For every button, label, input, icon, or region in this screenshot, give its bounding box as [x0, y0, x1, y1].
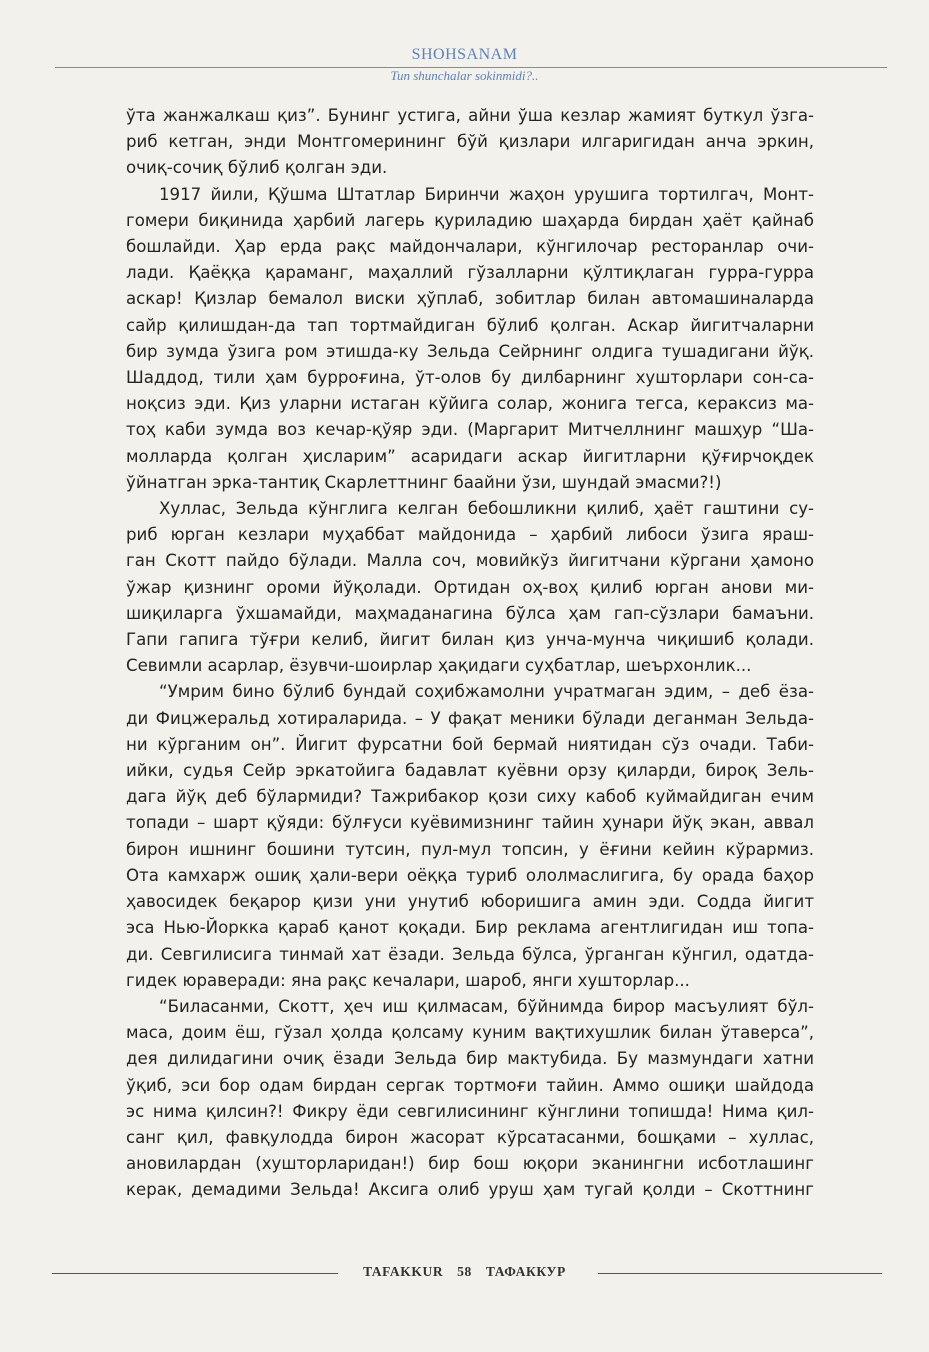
text-line: шиқиларга ўхшамайди, маҳмаданагина бўлса ҳам гап-сўзлари бамаъни.: [126, 603, 814, 623]
text-line: дея дилидагини очиқ ёзади Зельда бир мактубида. Бу мазмундаги хатни: [126, 1049, 814, 1069]
text-line: гомери биқинида ҳарбий лагерь қуриладию шаҳарда бирдан ҳаёт қайнаб: [126, 210, 814, 230]
footer-text: [0, 1264, 929, 1280]
text-line: бошлайди. Ҳар ерда рақс майдончалари, кўнгилочар ресторанлар очи-: [126, 237, 814, 257]
footer-journal-latin: TAFAKKUR: [363, 1264, 444, 1279]
text-line: ўқиб, эси бор одам бирдан сергак тортмоғи тайин. Аммо ошиқи шайдода: [126, 1075, 814, 1095]
text-line: Шаддод, тили ҳам бурроғина, ўт-олов бу дилбарнинг хушторлари сон-са-: [126, 368, 814, 388]
text-line: керак, демадими Зельда! Аксига олиб уруш ҳам тугай қолди – Скоттнинг: [126, 1180, 814, 1200]
text-line: ўжар қизнинг ороми йўқолади. Ортидан оҳ-воҳ қилиб юрган анови ми-: [126, 577, 814, 597]
text-line: гидек юраверади: яна рақс кечалари, шароб, янги хушторлар...: [126, 970, 690, 990]
header-title: SHOHSANAM: [411, 46, 518, 63]
text-line: дага йўқ деб бўлармиди? Тажрибакор қози сиху кабоб куймайдиган ечим: [126, 787, 814, 807]
text-line: сайр қилишдан-да тап тортмайдиган бўлиб қолган. Аскар йигитчаларни: [126, 315, 814, 335]
text-line: ўта жанжалкаш қиз”. Бунинг устига, айни ўша кезлар жамият буткул ўзга-: [126, 106, 814, 125]
text-line: “Умрим бино бўлиб бундай соҳибжамолни учратмаган эдим, – деб ёза-: [159, 682, 814, 702]
article-body: [126, 103, 814, 1204]
text-line: топади – шарт қўяди: бўлғуси куёвимизнинг тайин ҳунари йўқ экан, аввал: [126, 813, 814, 833]
text-line: Севимли асарлар, ёзувчи-шоирлар ҳақидаги суҳбатлар, шеърхонлик...: [126, 656, 752, 676]
text-line: очиқ-сочиқ бўлиб қолган эди.: [126, 158, 388, 178]
text-line: “Биласанми, Скотт, ҳеч иш қилмасам, бўйнимда бирор масъулият бўл-: [159, 996, 814, 1016]
text-line: ҳавосидек беқарор қизи уни унутиб юборишига амин эди. Содда йигит: [126, 892, 814, 912]
footer-journal-cyrillic: ТАФАККУР: [485, 1264, 566, 1279]
page-number: 58: [457, 1264, 472, 1279]
text-line: эс нима қилсин?! Фикру ёди севгилисининг кўнглини топишда! Нима қил-: [126, 1101, 814, 1121]
text-line: ди. Севгилисига тинмай хат ёзади. Зельда бўлса, ўрганган кўнгил, одатда-: [126, 944, 814, 964]
text-line: Ота камхарж ошиқ ҳали-вери оёққа туриб ололмаслигига, бу орада баҳор: [126, 865, 814, 885]
text-line: молларда қолган ҳисларим” асаридаги аскар йигитларни қўғирчоқдек: [126, 446, 814, 466]
text-line: аскар! Қизлар бемалол виски ҳўплаб, зобитлар билан автомашиналарда: [126, 289, 814, 309]
text-line: ановилардан (хушторларидан!) бир бош юқори эканингни исботлашинг: [126, 1154, 814, 1174]
running-footer: [0, 1262, 929, 1286]
text-line: ийки, судья Сейр эркатойига бадавлат куёвни орзу қиларди, бироқ Зель-: [126, 761, 814, 781]
text-line: ни кўрганим он”. Йигит фурсатни бой бермай ниятидан сўз очади. Таби-: [126, 734, 814, 754]
text-line: бир зумда ўзига ром этишда-ку Зельда Сейрнинг олдига тушадигани йўқ.: [126, 341, 814, 361]
text-line: санг қил, фавқулодда бирон жасорат кўрсатасанми, бошқами – хуллас,: [126, 1127, 814, 1147]
text-line: Гапи гапига тўғри келиб, йигит билан қиз унча-мунча чиқишиб қолади.: [126, 630, 814, 650]
text-line: ган Скотт пайдо бўлади. Малла соч, мовийкўз йигитчани кўргани ҳамоно: [126, 551, 814, 571]
header-subtitle: Tun shunchalar sokinmidi?..: [390, 68, 539, 83]
text-line: бирон ишнинг бошини тутсин, пул-мул топсин, у ёғини кейин кўрармиз.: [126, 839, 814, 859]
text-line: риб кетган, энди Монтгомерининг бўй қизлари илгаригидан анча эркин,: [126, 132, 814, 152]
text-line: лади. Қаёққа қараманг, маҳаллий гўзалларни қўлтиқлаган гурра-гурра: [126, 263, 814, 283]
text-line: ноқсиз эди. Қиз уларни истаган кўйига солар, жонига тегса, кераксиз ма-: [126, 394, 814, 414]
text-line: риб юрган кезлари муҳаббат майдонида – ҳарбий либоси ўзига яраш-: [126, 525, 814, 545]
text-line: 1917 йили, Қўшма Штатлар Биринчи жаҳон урушига тортилгач, Монт-: [159, 184, 814, 204]
text-line: ди Фицжеральд хотираларида. – У фақат меники бўлади деганман Зельда-: [126, 708, 814, 728]
text-line: Хуллас, Зельда кўнглига келган бебошликни қилиб, ҳаёт гаштини су-: [159, 499, 814, 519]
running-header: [0, 40, 929, 90]
text-line: тоҳ каби зумда воз кечар-қўяр эди. (Маргарит Митчеллнинг машҳур “Ша-: [126, 420, 814, 440]
text-line: ўйнатган эрка-тантиқ Скарлеттнинг баайни ўзи, шундай эмасми?!): [126, 472, 722, 492]
text-line: эса Нью-Йоркка қараб қанот қоқади. Бир реклама агентлигидан иш топа-: [126, 918, 814, 938]
text-line: маса, доим ёш, гўзал ҳолда қолсаму куним вақтихушлик билан ўтаверса”,: [126, 1023, 814, 1043]
